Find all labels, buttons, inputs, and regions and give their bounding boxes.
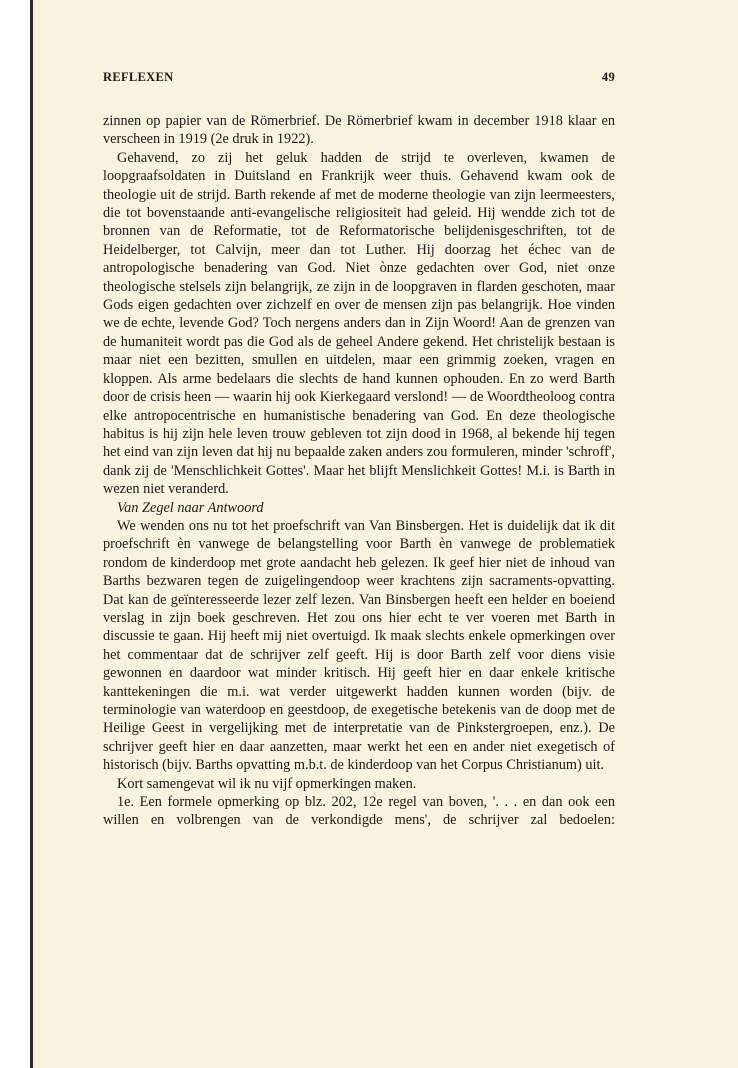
paragraph: zinnen op papier van de Römerbrief. De Römerbrief kwam in december 1918 klaar en verscheen in 1919 (2e druk in 1922).: [103, 113, 615, 148]
page-number: 49: [601, 70, 615, 84]
running-header: [103, 70, 615, 85]
body-text: [103, 112, 615, 830]
running-title: REFLEXEN: [103, 70, 174, 84]
paragraph: We wenden ons nu tot het proefschrift van Van Binsbergen. Het is duidelijk dat ik dit proefschrift èn vanwege de belangstelling voor Barth èn vanwege de problematiek rondom de kinderdoop met grote aandacht heb gelezen. Ik geef hier niet de inhoud van Barths bezwaren tegen de zuigelingendoop weer krachtens zijn sacraments-opvatting. Dat kan de geïnteresseerde lezer zelf lezen. Van Binsbergen heeft een helder en boeiend verslag in zijn boek geschreven. Het zou ons hier echt te ver voeren met Barth in discussie te gaan. Hij heeft mij niet overtuigd. Ik maak slechts enkele opmerkingen over het commentaar dat de schrijver zelf geeft. Hij is door Barth zelf voor diens visie gewonnen en daardoor wat minder kritisch. Hij geeft hier en daar enkele kritische kanttekeningen die m.i. wat verder uitgewerkt hadden kunnen worden (bijv. de terminologie van waterdoop en geestdoop, de exegetische betekenis van de doop met de Heilige Geest in vergelijking met de interpretatie van de Pinkstergroepen, enz.). De schrijver geeft hier en daar aanzetten, maar werkt het een en ander niet exegetisch of historisch (bijv. Barths opvatting m.b.t. de kinderdoop van het Corpus Christianum) uit.: [103, 517, 615, 774]
paragraph: Gehavend, zo zij het geluk hadden de strijd te overleven, kwamen de loopgraafsoldaten in Duitsland en Frankrijk weer thuis. Gehavend kwam ook de theologie uit de strijd. Barth rekende af met de moderne theologie van zijn leermeesters, die tot bovenstaande anti-evangelische religiositeit had geleid. Hij wendde zich tot de bronnen van de Reformatie, tot de Reformatorische belijdenisgeschriften, tot de Heidelberger, tot Calvijn, meer dan tot Luther. Hij doorzag het échec van de antropologische benadering van God. Niet ònze gedachten over God, niet onze theologische stelsels zijn belangrijk, ze zijn in de loopgraven in flarden geschoten, maar Gods eigen gedachten over zichzelf en over de mensen zijn pas belangrijk. Hoe vinden we de echte, levende God? Toch nergens anders dan in Zijn Woord! Aan de grenzen van de humaniteit wordt pas die God als de geheel Andere gekend. Het christelijk bestaan is maar niet een bezitten, smullen en uitdelen, maar een grimmig zoeken, vragen en kloppen. Als arme bedelaars die slechts de hand kunnen ophouden. En zo werd Barth door de crisis heen — waarin hij ook Kierkegaard verslond! — de Woordtheoloog contra elke antropocentrische en humanistische benadering van God. En deze theologische habitus is hij zijn hele leven trouw gebleven tot zijn dood in 1968, al bekende hij tegen het eind van zijn leven dat hij nu bepaalde zaken anders zou formuleren, minder 'schroff', dank zij de 'Menschlichkeit Gottes'. Maar het blijft Menslichkeit Gottes! M.i. is Barth in wezen niet veranderd.: [103, 149, 615, 498]
page-edge: [30, 0, 33, 1068]
paragraph: 1e. Een formele opmerking op blz. 202, 12e regel van boven, '. . . en dan ook een willen en volbrengen van de verkondigde mens', de schrijver zal bedoelen:: [103, 794, 615, 829]
section-title: Van Zegel naar Antwoord: [117, 499, 264, 516]
paragraph: Kort samengevat wil ik nu vijf opmerkingen maken.: [117, 775, 417, 792]
